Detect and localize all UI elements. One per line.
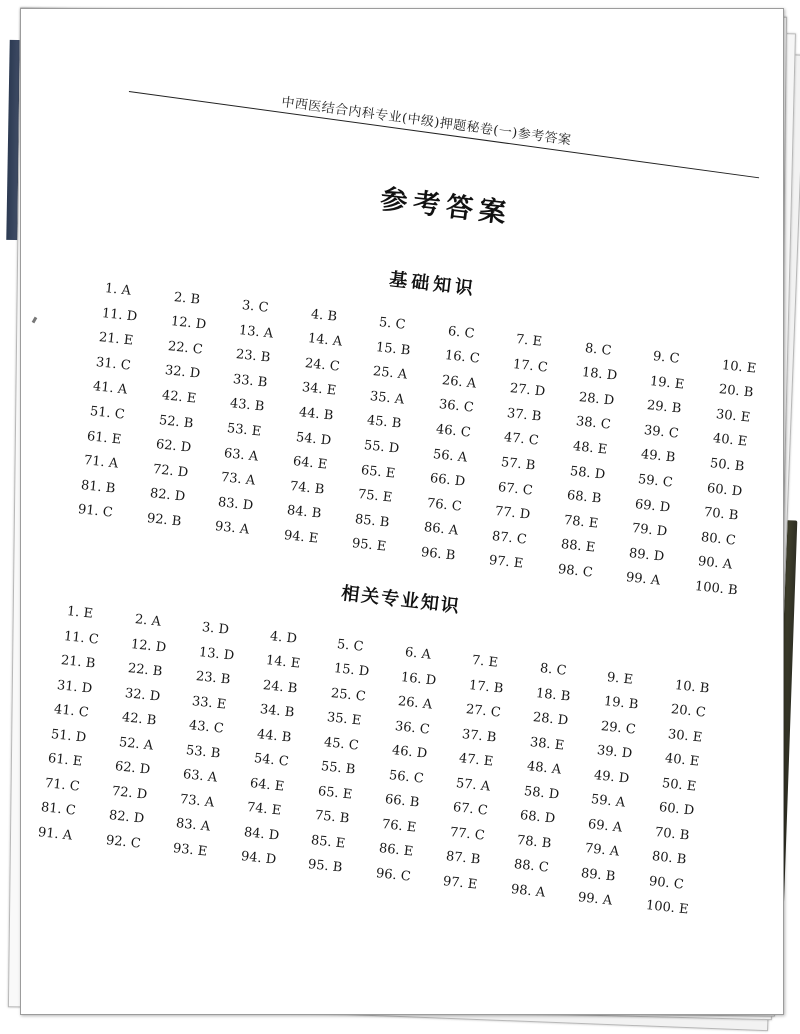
answer-item: 6. C — [446, 323, 475, 342]
answer-item: 18. B — [535, 685, 572, 705]
header-rule — [129, 91, 759, 178]
answer-item: 55. D — [363, 438, 400, 457]
answer-item: 69. A — [587, 816, 623, 836]
answer-item: 44. B — [297, 404, 334, 424]
answer-item: 12. D — [130, 636, 168, 656]
answer-item: 23. B — [194, 669, 231, 688]
answer-item: 4. B — [309, 306, 338, 325]
answer-item: 47. E — [458, 751, 495, 770]
answer-item: 27. D — [509, 381, 546, 400]
answer-item: 98. A — [509, 881, 546, 901]
answer-item: 95. E — [351, 536, 387, 555]
answer-item: 33. B — [232, 371, 269, 391]
answer-item: 10. E — [720, 357, 757, 377]
answer-item: 41. A — [92, 379, 128, 398]
answer-item: 49. D — [593, 767, 631, 787]
answer-item: 92. B — [145, 510, 182, 530]
answer-item: 50. E — [660, 775, 697, 795]
answer-item: 38. C — [574, 414, 611, 433]
answer-item: 9. C — [652, 349, 681, 367]
answer-item: 13. A — [238, 322, 274, 342]
answer-item: 26. A — [397, 694, 433, 713]
answer-item: 40. E — [664, 751, 700, 770]
answer-item: 84. D — [243, 824, 280, 844]
answer-item: 25. A — [372, 364, 408, 383]
section-title-related-professional-knowledge: 相关专业知识 — [340, 582, 462, 618]
answer-item: 69. D — [634, 496, 671, 516]
answer-item: 93. E — [172, 840, 209, 860]
answer-item: 85. B — [354, 511, 391, 531]
answer-item: 90. A — [696, 554, 733, 573]
answer-item: 7. E — [471, 653, 499, 671]
answer-item: 29. B — [646, 398, 683, 417]
answer-item: 58. D — [522, 783, 560, 803]
answer-item: 86. A — [422, 520, 459, 539]
answer-item: 63. A — [182, 767, 218, 786]
answer-item: 61. E — [47, 751, 83, 770]
answer-item: 67. C — [452, 800, 489, 819]
answer-item: 71. C — [43, 775, 81, 795]
answer-item: 43. C — [188, 718, 225, 737]
answer-item: 64. E — [291, 454, 328, 473]
answer-item: 77. D — [494, 504, 531, 523]
answer-item: 28. D — [577, 389, 615, 409]
answer-item: 78. E — [562, 512, 599, 532]
answer-item: 84. B — [285, 503, 322, 522]
answer-item: 59. A — [590, 792, 626, 811]
answer-item: 82. D — [148, 486, 186, 505]
answer-item: 1. A — [104, 281, 132, 299]
answer-item: 14. E — [265, 653, 302, 672]
answer-item: 18. D — [580, 365, 618, 384]
answer-item: 19. E — [649, 373, 685, 393]
answer-item: 93. A — [214, 519, 250, 538]
answer-key-page — [20, 8, 784, 1015]
page-title: 参考答案 — [378, 183, 514, 230]
answer-item: 7. E — [515, 332, 543, 350]
answer-item: 16. D — [400, 669, 438, 689]
answer-item: 36. C — [437, 397, 474, 416]
answer-item: 64. E — [249, 775, 286, 795]
answer-item: 75. B — [313, 808, 350, 827]
answer-item: 97. E — [442, 873, 479, 893]
answer-item: 1. E — [66, 604, 94, 622]
answer-item: 59. C — [637, 472, 674, 491]
answer-item: 81. B — [80, 477, 117, 497]
answer-item: 65. E — [317, 783, 353, 803]
answer-item: 46. C — [434, 421, 471, 441]
answer-item: 77. C — [448, 824, 486, 844]
answer-item: 76. E — [381, 816, 418, 836]
answer-item: 22. C — [166, 338, 203, 358]
answer-item: 71. A — [83, 453, 119, 472]
answer-item: 44. B — [255, 726, 292, 746]
answer-item: 96. B — [419, 544, 456, 564]
answer-item: 80. C — [699, 529, 736, 549]
answer-item: 20. C — [670, 702, 707, 721]
answer-item: 25. C — [329, 685, 367, 705]
answer-item: 88. C — [513, 857, 550, 876]
answer-item: 10. B — [673, 677, 710, 697]
answer-item: 36. C — [394, 718, 431, 738]
answer-item: 52. A — [117, 734, 154, 754]
answer-item: 91. C — [77, 502, 114, 521]
answer-item: 41. C — [53, 702, 90, 721]
answer-item: 35. A — [369, 388, 405, 408]
answer-item: 70. B — [654, 824, 691, 844]
answer-item: 9. E — [606, 669, 634, 688]
answer-item: 11. D — [101, 305, 138, 325]
answer-item: 83. A — [175, 816, 212, 835]
answer-item: 5. C — [336, 636, 365, 655]
answer-item: 87. B — [445, 849, 482, 868]
answer-item: 66. B — [384, 792, 421, 811]
answer-item: 79. D — [631, 521, 668, 540]
answer-item: 74. E — [246, 800, 283, 819]
answer-item: 2. B — [172, 289, 201, 308]
answer-item: 8. C — [538, 661, 567, 680]
answer-item: 79. A — [583, 841, 620, 860]
answer-item: 70. B — [702, 505, 739, 524]
answer-item: 91. A — [37, 824, 74, 844]
answer-item: 96. C — [374, 865, 412, 885]
answer-item: 50. B — [708, 455, 745, 475]
answer-item: 42. B — [120, 710, 157, 729]
answer-item: 27. C — [464, 702, 502, 721]
answer-item: 53. B — [185, 742, 222, 762]
answer-item: 53. E — [226, 421, 262, 440]
answer-item: 73. A — [220, 470, 256, 489]
answer-item: 31. C — [95, 354, 132, 374]
answer-item: 83. D — [217, 494, 254, 514]
answer-item: 95. B — [307, 857, 344, 876]
answer-item: 56. C — [387, 767, 424, 787]
running-head: 中西医结合内科专业(中级)押题秘卷(一)参考答案 — [280, 94, 573, 149]
answer-item: 74. B — [288, 478, 325, 498]
answer-item: 90. C — [648, 873, 685, 893]
answer-item: 55. B — [320, 759, 357, 778]
answer-item: 48. E — [571, 438, 608, 458]
answer-item: 21. E — [98, 330, 134, 349]
answer-item: 67. C — [497, 479, 534, 499]
answer-item: 29. C — [599, 718, 637, 738]
answer-item: 32. D — [124, 685, 161, 705]
answer-item: 56. A — [431, 446, 468, 466]
page-mark — [32, 317, 38, 324]
answer-item: 81. C — [40, 800, 77, 819]
answer-item: 94. E — [282, 527, 319, 547]
answer-item: 39. C — [643, 422, 680, 442]
answer-item: 45. B — [366, 413, 403, 432]
answer-item: 94. D — [239, 849, 277, 868]
answer-item: 68. B — [565, 488, 602, 507]
answer-item: 75. E — [357, 487, 393, 506]
answer-item: 30. E — [667, 726, 704, 746]
answer-item: 5. C — [378, 315, 407, 333]
answer-item: 62. D — [114, 759, 152, 778]
answer-item: 3. D — [201, 620, 230, 639]
answer-item: 52. B — [157, 412, 194, 432]
answer-item: 15. B — [375, 339, 412, 359]
answer-item: 89. D — [628, 545, 665, 565]
section-title-basic-knowledge: 基础知识 — [388, 268, 478, 300]
answer-item: 51. C — [89, 404, 126, 423]
answer-item: 34. E — [300, 380, 337, 399]
answer-item: 99. A — [577, 890, 614, 909]
answer-item: 89. B — [580, 865, 617, 885]
answer-item: 38. E — [529, 734, 565, 754]
answer-item: 76. C — [425, 495, 462, 515]
answer-item: 78. B — [516, 832, 553, 852]
answer-item: 48. A — [525, 759, 562, 778]
answer-item: 57. B — [500, 455, 537, 474]
answer-item: 26. A — [440, 372, 477, 392]
answer-item: 6. A — [403, 645, 432, 663]
answer-item: 54. C — [252, 751, 289, 770]
answer-item: 54. D — [294, 429, 332, 449]
answer-item: 35. E — [326, 710, 363, 729]
answer-item: 43. B — [229, 396, 266, 415]
answer-item: 98. C — [556, 561, 593, 581]
answer-item: 15. D — [333, 661, 370, 680]
answer-item: 82. D — [108, 808, 145, 827]
answer-item: 12. D — [169, 314, 207, 333]
answer-item: 88. E — [559, 537, 596, 556]
answer-item: 72. D — [111, 783, 148, 803]
answer-item: 100. E — [644, 898, 689, 918]
answer-item: 3. C — [241, 298, 270, 316]
answer-item: 86. E — [378, 841, 414, 860]
answer-item: 63. A — [223, 445, 259, 465]
answer-item: 60. D — [657, 800, 695, 819]
answer-item: 99. A — [625, 570, 661, 589]
answer-item: 60. D — [705, 480, 743, 500]
answer-item: 45. C — [323, 734, 360, 754]
answer-item: 40. E — [711, 431, 748, 450]
answer-item: 33. E — [191, 693, 228, 713]
answer-item: 61. E — [86, 428, 122, 448]
answer-item: 4. D — [268, 628, 298, 647]
answer-item: 51. D — [50, 726, 87, 746]
answer-item: 17. C — [512, 356, 549, 376]
answer-item: 97. E — [488, 553, 524, 572]
answer-item: 8. C — [583, 340, 612, 359]
answer-item: 20. B — [717, 382, 754, 401]
answer-item: 87. C — [491, 528, 528, 548]
answer-item: 30. E — [714, 406, 751, 426]
answer-item: 16. C — [443, 348, 480, 367]
answer-item: 58. D — [568, 463, 606, 483]
answer-item: 47. C — [503, 430, 540, 449]
answer-item: 46. D — [390, 743, 428, 762]
answer-item: 34. B — [259, 702, 295, 721]
answer-item: 23. B — [235, 347, 272, 366]
answer-item: 13. D — [198, 644, 235, 664]
answer-item: 62. D — [154, 437, 192, 456]
answer-item: 24. B — [262, 677, 299, 697]
answer-item: 39. D — [596, 743, 634, 762]
answer-item: 49. B — [640, 447, 677, 466]
answer-item: 57. A — [455, 775, 491, 795]
answer-item: 37. B — [506, 405, 543, 425]
answer-item: 42. E — [160, 387, 197, 407]
answer-item: 14. A — [306, 331, 343, 350]
answer-item: 66. D — [428, 471, 466, 490]
answer-item: 68. D — [519, 808, 557, 828]
answer-item: 11. C — [63, 628, 100, 648]
answer-item: 37. B — [461, 726, 498, 746]
answer-item: 22. B — [127, 661, 164, 680]
answer-item: 80. B — [651, 849, 688, 868]
answer-item: 85. E — [310, 832, 347, 852]
answer-item: 2. A — [133, 612, 162, 630]
answer-item: 32. D — [163, 363, 201, 382]
answer-item: 73. A — [178, 791, 215, 811]
answer-item: 100. B — [693, 578, 738, 599]
answer-item: 17. B — [468, 677, 504, 697]
answer-item: 92. C — [104, 832, 142, 852]
answer-item: 65. E — [360, 462, 396, 482]
answer-item: 31. D — [56, 677, 94, 697]
answer-item: 21. B — [59, 653, 96, 672]
answer-item: 24. C — [303, 355, 340, 375]
answer-item: 72. D — [151, 461, 189, 481]
answer-item: 19. B — [603, 694, 639, 713]
answer-item: 28. D — [532, 710, 569, 730]
